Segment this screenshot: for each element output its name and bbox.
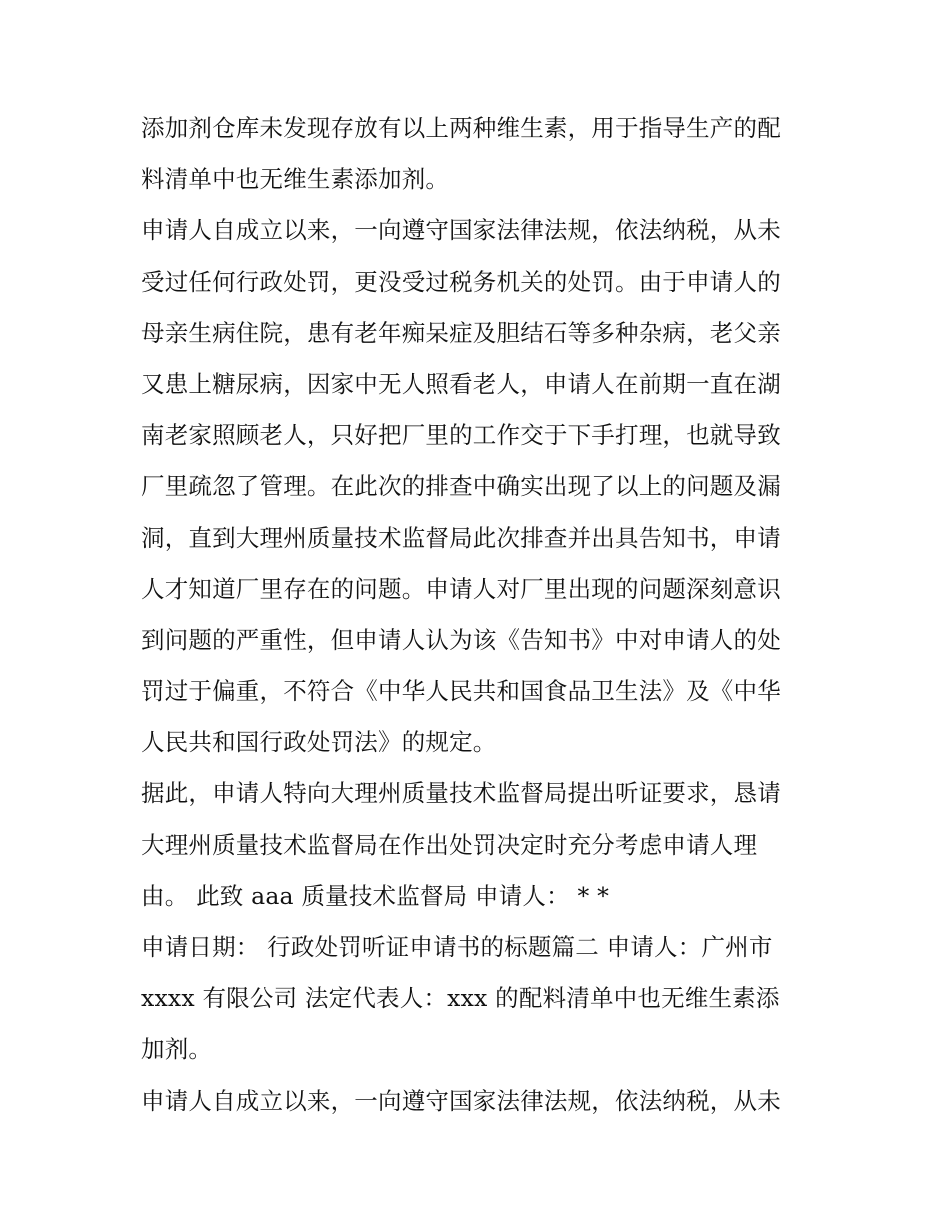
text-line: 又患上糖尿病，因家中无人照看老人，申请人在前期一直在湖	[141, 369, 781, 398]
document-body	[141, 103, 821, 1127]
text-line: 申请人自成立以来，一向遵守国家法律法规，依法纳税，从未	[141, 216, 781, 245]
text-line: xxxx 有限公司 法定代表人：xxx 的配料清单中也无维生素添	[141, 984, 780, 1013]
text-line: 添加剂仓库未发现存放有以上两种维生素，用于指导生产的配	[141, 114, 781, 142]
text-line: 南老家照顾老人，只好把厂里的工作交于下手打理，也就导致	[141, 421, 781, 450]
text-line: 据此，申请人特向大理州质量技术监督局提出听证要求，恳请	[141, 779, 781, 808]
text-line: 料清单中也无维生素添加剂。	[141, 165, 450, 194]
text-line: 人民共和国行政处罚法》的规定。	[141, 728, 497, 757]
text-line: 申请人自成立以来，一向遵守国家法律法规，依法纳税，从未	[141, 1086, 781, 1115]
text-line: 人才知道厂里存在的问题。申请人对厂里出现的问题深刻意识	[141, 574, 781, 603]
text-line: 母亲生病住院，患有老年痴呆症及胆结石等多种杂病，老父亲	[141, 318, 781, 347]
text-line: 罚过于偏重，不符合《中华人民共和国食品卫生法》及《中华	[141, 677, 781, 706]
text-line: 到问题的严重性，但申请人认为该《告知书》中对申请人的处	[141, 625, 781, 654]
text-line: 加剂。	[141, 1035, 213, 1064]
text-line: 洞，直到大理州质量技术监督局此次排查并出具告知书，申请	[141, 523, 781, 552]
text-line: 大理州质量技术监督局在作出处罚决定时充分考虑申请人理	[141, 830, 758, 859]
text-line: 申请日期： 行政处罚听证申请书的标题篇二 申请人：广州市	[141, 933, 773, 961]
text-line: 由。 此致 aaa 质量技术监督局 申请人： * *	[141, 881, 610, 910]
text-line: 厂里疏忽了管理。在此次的排查中确实出现了以上的问题及漏	[141, 472, 781, 501]
text-line: 受过任何行政处罚，更没受过税务机关的处罚。由于申请人的	[141, 267, 781, 296]
